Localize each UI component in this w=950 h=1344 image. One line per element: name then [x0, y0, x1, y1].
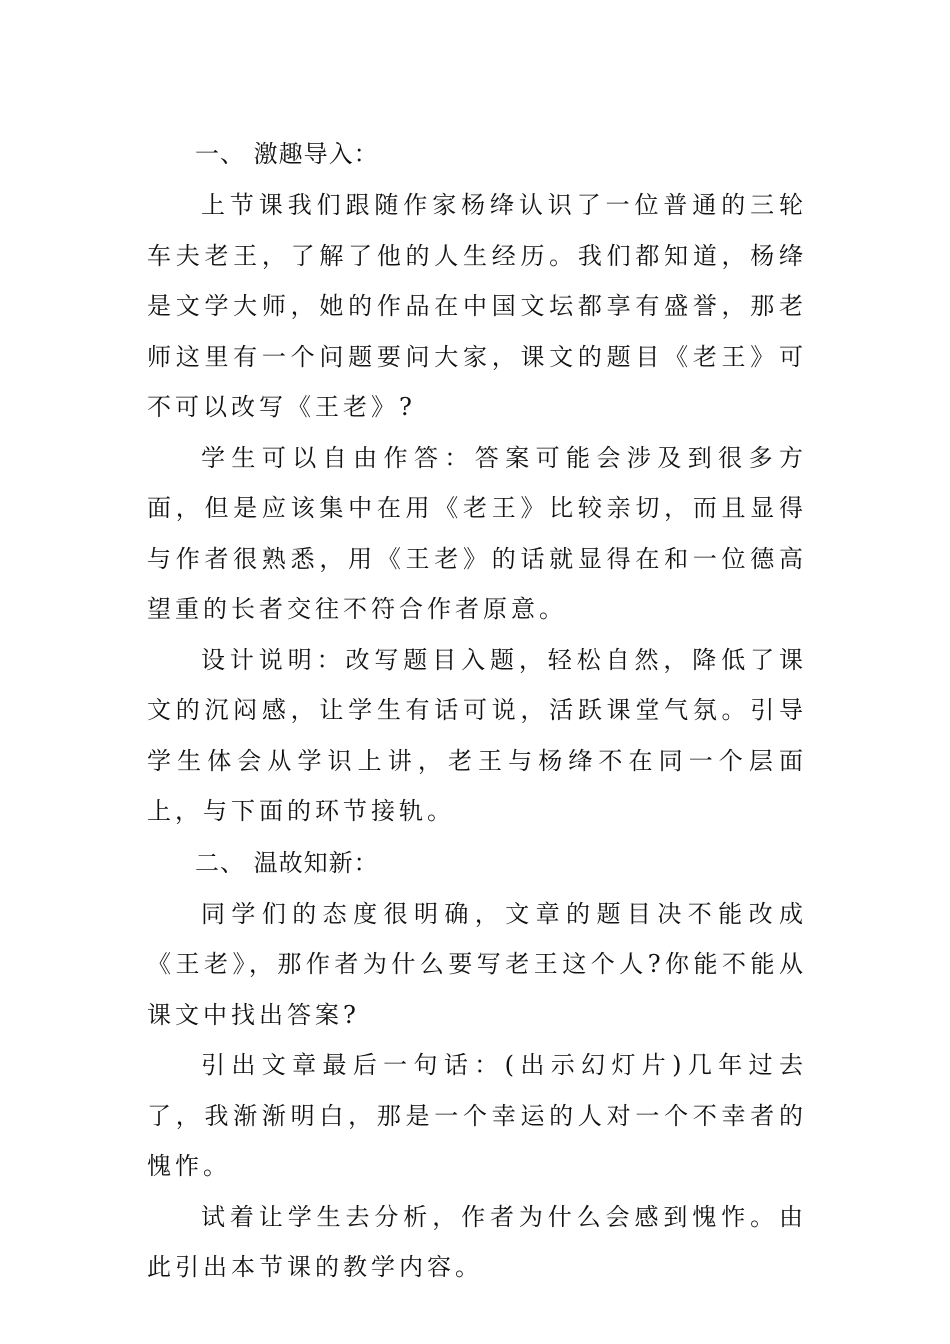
paragraph-analysis: 试着让学生去分析，作者为什么会感到愧怍。由此引出本节课的教学内容。 — [147, 1202, 807, 1281]
paragraph-last-sentence: 引出文章最后一句话：(出示幻灯片)几年过去了，我渐渐明白，那是一个幸运的人对一个不幸者的愧怍。 — [147, 1051, 807, 1180]
paragraph-student-answer: 学生可以自由作答：答案可能会涉及到很多方面，但是应该集中在用《老王》比较亲切，而且显得与作者很熟悉，用《王老》的话就显得在和一位德高望重的长者交往不符合作者原意。 — [147, 443, 807, 623]
paragraph-intro: 上节课我们跟随作家杨绛认识了一位普通的三轮车夫老王，了解了他的人生经历。我们都知道，杨绛是文学大师，她的作品在中国文坛都享有盛誉，那老师这里有一个问题要问大家，课文的题目《老王》可不可以改写《王老》? — [147, 191, 807, 421]
paragraph-question: 同学们的态度很明确，文章的题目决不能改成《王老》，那作者为什么要写老王这个人?你能不能从课文中找出答案? — [147, 899, 807, 1029]
section-heading-2: 二、 温故知新： — [195, 848, 379, 877]
paragraph-design-note: 设计说明：改写题目入题，轻松自然，降低了课文的沉闷感，让学生有话可说，活跃课堂气氛。引导学生体会从学识上讲，老王与杨绛不在同一个层面上，与下面的环节接轨。 — [147, 645, 807, 825]
document-body — [147, 128, 807, 1293]
section-heading-1: 一、 激趣导入： — [195, 140, 379, 168]
